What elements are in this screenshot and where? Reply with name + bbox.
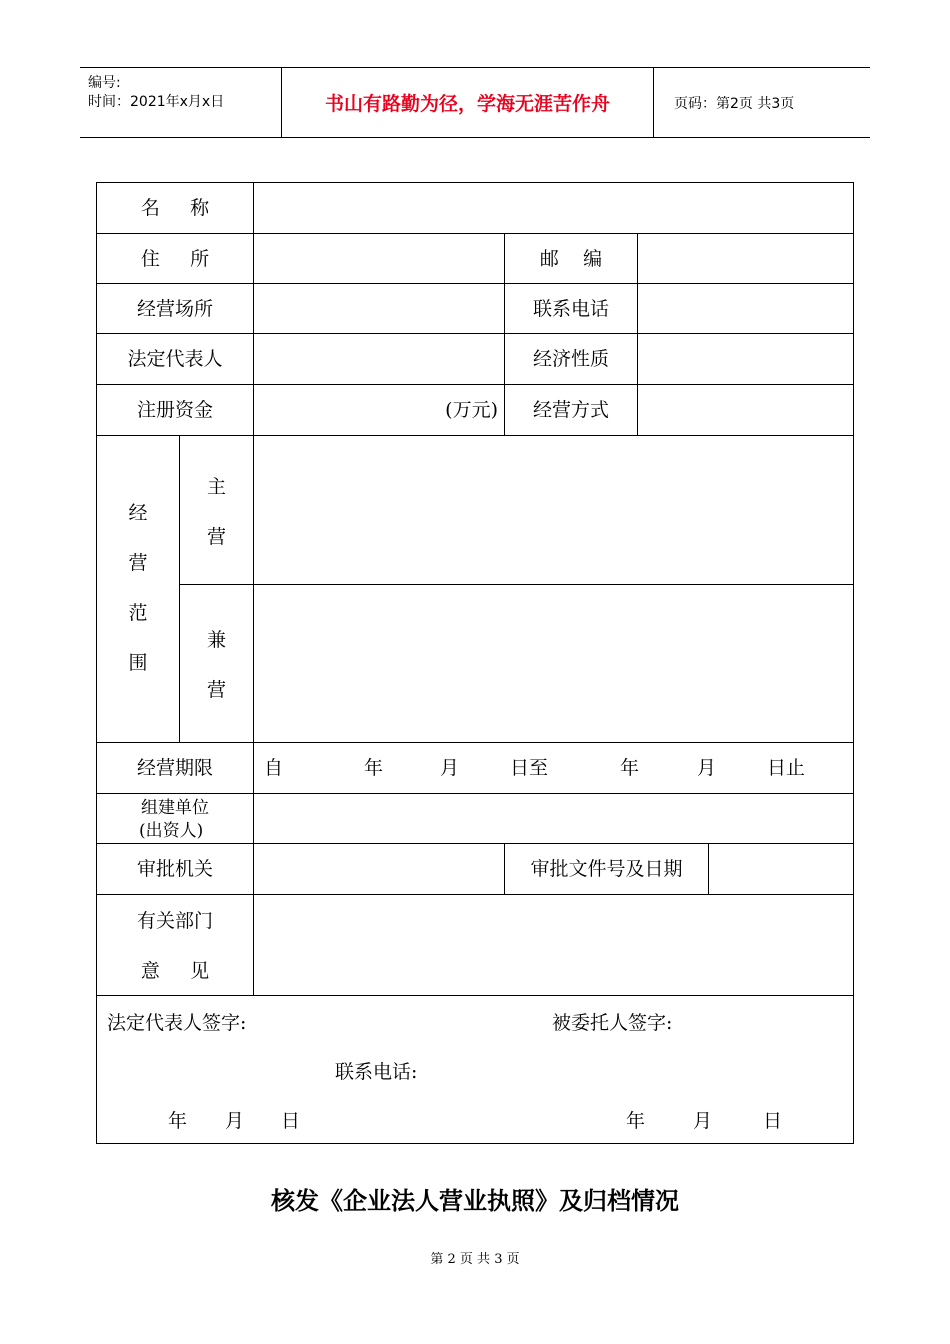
postcode-label: 邮 编 (539, 248, 603, 270)
term-from: 自 (264, 757, 284, 779)
capital-field[interactable] (253, 384, 505, 436)
serial-label: 编号: (88, 75, 121, 91)
dept-opinion-label-1: 有关部门 (136, 910, 213, 932)
main-business-label-cell (179, 435, 254, 585)
side-business-label-cell (179, 584, 254, 743)
postcode-label-cell (504, 233, 638, 284)
name-field[interactable] (253, 182, 854, 234)
approval-authority-label-cell (96, 843, 254, 895)
term-label-cell (96, 742, 254, 794)
address-label: 住 所 (140, 248, 210, 270)
sign-date-day-right: 日 (763, 1110, 783, 1132)
approval-doc-label-cell (504, 843, 709, 895)
time-label: 时间：2021年x月x日 (88, 94, 225, 110)
address-label-cell (96, 233, 254, 284)
phone-field[interactable] (637, 283, 854, 334)
dept-opinion-label-cell (96, 894, 254, 996)
trustee-sign-label: 被委托人签字: (552, 1012, 673, 1034)
main-char-1: 主 (206, 476, 226, 498)
side-char-1: 兼 (206, 629, 226, 651)
term-label: 经营期限 (136, 757, 213, 779)
name-label-cell (96, 182, 254, 234)
main-char-2: 营 (206, 526, 226, 548)
dept-opinion-label-2: 意 见 (140, 960, 210, 982)
term-day-end: 日止 (767, 757, 806, 779)
sign-date-year-right: 年 (626, 1110, 646, 1132)
phone-label: 联系电话 (532, 298, 609, 320)
section-title: 核发《企业法人营业执照》及归档情况 (271, 1187, 679, 1215)
term-year-1: 年 (364, 757, 384, 779)
capital-unit: (万元) (445, 399, 498, 421)
legal-rep-field[interactable] (253, 333, 505, 385)
approval-authority-field[interactable] (253, 843, 505, 895)
business-mode-label: 经营方式 (532, 399, 609, 421)
term-month-1: 月 (440, 757, 460, 779)
founder-label-2: (出资人) (139, 821, 204, 841)
sign-date-year-left: 年 (168, 1110, 188, 1132)
capital-label-cell (96, 384, 254, 436)
business-mode-label-cell (504, 384, 638, 436)
scope-char-3: 范 (128, 602, 148, 624)
sign-date-day-left: 日 (281, 1110, 301, 1132)
term-field[interactable] (253, 742, 854, 794)
scope-char-2: 营 (128, 552, 148, 574)
header-page-label (664, 68, 870, 137)
address-field[interactable] (253, 233, 505, 284)
approval-doc-label: 审批文件号及日期 (530, 858, 683, 880)
business-mode-field[interactable] (637, 384, 854, 436)
term-year-2: 年 (620, 757, 640, 779)
header-meta (80, 68, 282, 137)
economic-nature-field[interactable] (637, 333, 854, 385)
sign-date-month-right: 月 (693, 1110, 713, 1132)
sign-date-month-left: 月 (225, 1110, 245, 1132)
premises-field[interactable] (253, 283, 505, 334)
header-motto: 书山有路勤为径，学海无涯苦作舟 (282, 68, 654, 137)
premises-label: 经营场所 (136, 298, 213, 320)
scope-char-4: 围 (128, 652, 148, 674)
approval-doc-field[interactable] (708, 843, 854, 895)
economic-nature-label-cell (504, 333, 638, 385)
premises-label-cell (96, 283, 254, 334)
scope-char-1: 经 (128, 502, 148, 524)
page-footer: 第 2 页 共 3 页 (430, 1252, 520, 1267)
document-header (80, 67, 870, 138)
legal-rep-label: 法定代表人 (127, 348, 223, 370)
postcode-field[interactable] (637, 233, 854, 284)
term-day-to: 日至 (510, 757, 549, 779)
dept-opinion-field[interactable] (253, 894, 854, 996)
term-month-2: 月 (697, 757, 717, 779)
founder-label-1: 组建单位 (141, 798, 209, 818)
name-label: 名 称 (140, 197, 210, 219)
legal-rep-sign-label: 法定代表人签字: (107, 1012, 247, 1034)
approval-authority-label: 审批机关 (136, 858, 213, 880)
phone-label-cell (504, 283, 638, 334)
signature-block (96, 995, 854, 1144)
scope-label-cell (96, 435, 180, 743)
main-business-field[interactable] (253, 435, 854, 585)
founder-label-cell (96, 793, 254, 844)
contact-phone-label: 联系电话: (335, 1061, 418, 1083)
page-label: 页码：第2页 共3页 (674, 95, 795, 112)
side-char-2: 营 (206, 679, 226, 701)
capital-label: 注册资金 (136, 399, 213, 421)
economic-nature-label: 经济性质 (532, 348, 609, 370)
founder-field[interactable] (253, 793, 854, 844)
registration-form (96, 182, 854, 1144)
legal-rep-label-cell (96, 333, 254, 385)
side-business-field[interactable] (253, 584, 854, 743)
